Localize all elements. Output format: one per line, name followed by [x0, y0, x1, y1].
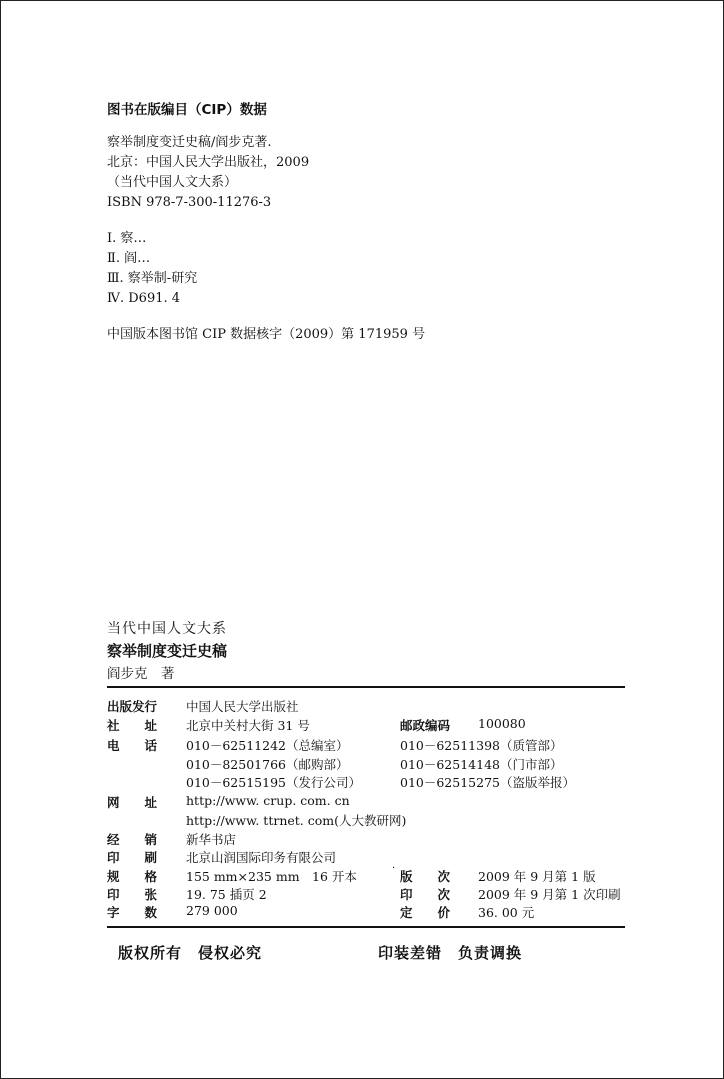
distributor-value: 新华书店 [186, 832, 237, 847]
address-value: 北京中关村大街 31 号 [186, 718, 310, 733]
top-rule [107, 686, 625, 688]
cip-subject-2: Ⅱ. 阎… [107, 251, 151, 266]
impression-value: 2009 年 9 月第 1 次印刷 [478, 887, 621, 902]
phone-right-1: 010－62511398（质管部） [400, 738, 563, 753]
postcode-value: 100080 [478, 716, 526, 731]
cip-line-publisher: 北京：中国人民大学出版社，2009 [107, 155, 310, 170]
web-value-2: http://www. ttrnet. com(人大教研网) [186, 813, 407, 828]
author: 阎步克 著 [107, 666, 175, 682]
sheets-value: 19. 75 插页 2 [186, 887, 267, 902]
edition-value: 2009 年 9 月第 1 版 [478, 869, 596, 884]
rights-notice: 版权所有 侵权必究 [118, 944, 263, 962]
impression-label: 印 次 [400, 887, 451, 902]
postcode-label: 邮政编码 [400, 718, 451, 733]
words-label: 字 数 [107, 905, 158, 920]
spec-value: 155 mm×235 mm 16 开本 [186, 869, 357, 884]
edition-label: 版 次 [400, 869, 451, 884]
publisher-value: 中国人民大学出版社 [186, 699, 299, 714]
cip-line-isbn: ISBN 978-7-300-11276-3 [107, 195, 272, 210]
series-name: 当代中国人文大系 [107, 621, 227, 637]
printer-label: 印 刷 [107, 850, 158, 865]
spec-label: 规 格 [107, 869, 158, 884]
sheets-label: 印 张 [107, 887, 158, 902]
phone-right-2: 010－62514148（门市部） [400, 757, 563, 772]
cip-line-series: （当代中国人文大系） [107, 175, 238, 190]
phone-left-2: 010－82501766（邮购部） [186, 757, 349, 772]
web-value-1: http://www. crup. com. cn [186, 793, 350, 808]
phone-right-3: 010－62515275（盗版举报） [400, 775, 575, 790]
cip-heading: 图书在版编目（CIP）数据 [107, 102, 267, 118]
price-value: 36. 00 元 [478, 905, 535, 920]
phone-label: 电 话 [107, 738, 158, 753]
exchange-notice: 印装差错 负责调换 [378, 944, 523, 962]
cip-line-title: 察举制度变迁史稿/阎步克著. [107, 135, 272, 150]
cip-subject-3: Ⅲ. 察举制-研究 [107, 271, 198, 286]
book-title: 察举制度变迁史稿 [107, 642, 228, 660]
stray-mark: · [392, 863, 396, 874]
cip-subject-1: Ⅰ. 察… [107, 231, 147, 246]
phone-left-1: 010－62511242（总编室） [186, 738, 349, 753]
cip-subject-4: Ⅳ. D691. 4 [107, 291, 181, 306]
words-value: 279 000 [186, 903, 238, 918]
price-label: 定 价 [400, 905, 451, 920]
address-label: 社 址 [107, 718, 158, 733]
distributor-label: 经 销 [107, 832, 158, 847]
printer-value: 北京山润国际印务有限公司 [186, 850, 337, 865]
publisher-label: 出版发行 [107, 699, 158, 714]
cip-verification: 中国版本图书馆 CIP 数据核字（2009）第 171959 号 [107, 327, 426, 342]
phone-left-3: 010－62515195（发行公司） [186, 775, 361, 790]
bottom-rule [107, 926, 625, 928]
web-label: 网 址 [107, 795, 158, 810]
